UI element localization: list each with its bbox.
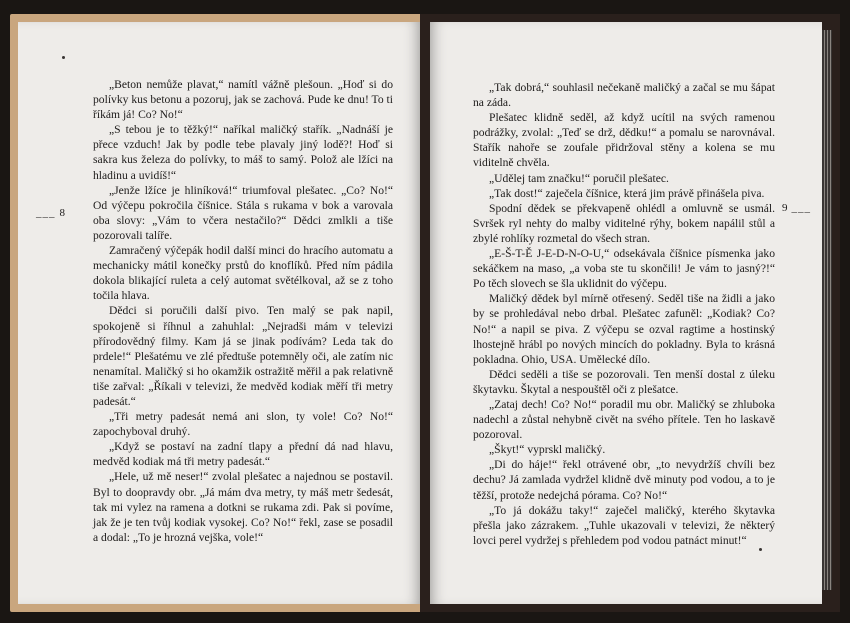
paragraph: Zamračený výčepák hodil další minci do hracího automatu a mechanicky mátil konečky prstů do knoflíků. Před ním pádila dokola blikající ruleta a celý automat světélkoval, až se z toho točila hlava. (93, 244, 393, 303)
paragraph: „Beton nemůže plavat,“ namítl vážně plešoun. „Hoď si do polívky kus betonu a pozoruj, jak se zachová. Pude ke dnu! To ti říkám já! Co? No!“ (93, 78, 393, 122)
paragraph: „Tři metry padesát nemá ani slon, ty vole! Co? No!“ zapochyboval druhý. (93, 410, 393, 439)
page-edges (822, 30, 832, 590)
paragraph: „Di do háje!“ řekl otrávené obr, „to nevydržíš chvíli bez dechu? Já zamlada vydržel klidně dvě minuty pod vodou, a to je těžší, protože nedejchá pórama. Co? No!“ (473, 458, 775, 502)
paragraph: „Škyt!“ vyprskl maličký. (489, 443, 606, 457)
left-page-text (93, 77, 393, 545)
paragraph: „Tak dobrá,“ souhlasil nečekaně maličký a začal se mu šápat na záda. (473, 81, 775, 110)
paragraph: „Zataj dech! Co? No!“ poradil mu obr. Maličký se zhluboka nadechl a zůstal nehybně civět na svého přítele. Ten ho laskavě pozoroval. (473, 397, 775, 442)
paragraph: „Když se postaví na zadní tlapy a přední dá nad hlavu, medvěd kodiak má tři metry padesát.“ (93, 440, 393, 469)
speck (759, 548, 762, 551)
speck (62, 56, 65, 59)
paragraph: Dědci seděli a tiše se pozorovali. Ten menší dostal z úleku škytavku. Škytal a nespouštěl oči z plešatce. (473, 367, 775, 396)
paragraph: Spodní dědek se překvapeně ohlédl a omluvně se usmál. Svršek ryl nehty do malby viditelné rýhy, bokem napálil stůl a zbylé rohlíky rozmetal do všech stran. (473, 201, 775, 245)
right-page-number-value: 9 (782, 202, 788, 214)
paragraph: „Udělej tam značku!“ poručil plešatec. (489, 171, 669, 185)
left-page-number: ___ 8 (36, 207, 65, 219)
right-page-text (473, 80, 775, 548)
paragraph: „S tebou je to těžký!“ naříkal maličký stařík. „Nadnáší je přece vzduch! Jak by podle tebe plavaly jiný lodě?! Hoď si sakra kus železa do polívky, to máš to samý. Polož ale lžíci na hladinu a uvidíš!“ (93, 123, 393, 182)
paragraph: „Tak dost!“ zaječela číšnice, která jim právě přinášela piva. (489, 186, 765, 200)
paragraph: „E-Š-T-Ě J-E-D-N-O-U,“ odsekávala číšnice písmenka jako sekáčkem na maso, „a voba ste tu skončili! Je vám to jasný?!“ Po těch slovech se šla uklidnit do výčepu. (473, 247, 775, 291)
paragraph: „Jenže lžíce je hliníková!“ triumfoval plešatec. „Co? No!“ Od výčepu pokročila číšnice. Stála s rukama v bok a varovala oba slovy: „Vám to včera nestačilo?“ Dědci zmlkli a tiše pozorovali talíře. (93, 183, 393, 242)
paragraph: „To já dokážu taky!“ zaječel maličký, kterého škytavka přešla jako zázrakem. „Tuhle ukazovali v televizi, že některý lovci perel vydržej s přehledem pod vodou patnáct minut!“ (473, 503, 775, 547)
paragraph: Dědci si poručili další pivo. Ten malý se pak napil, spokojeně si říhnul a zahuhlal: „Nejradši mám v televizi přírodovědný filmy. Kam já se jinak podívám? Leda tak do prdele!“ Plešatému ve zlé předtuše potemněly oči, ale zatím nic nenamítal. Maličký si ho okamžik ostražitě měřil a pak relativně tiše zařval: „Říkali v televizi, že medvěd kodiak měří tři metry padesát.“ (93, 304, 393, 408)
paragraph: Maličký dědek byl mírně otřesený. Seděl tiše na židli a jako by se prohledával nebo drbal. Plešatec zafuněl: „Kodiak? Co? No!“ a napil se piva. Z výčepu se ozval ragtime a hostinský lhostejně hrábl po nových mincích do pokladny. Byla to krásná pokladna. Ohio, USA. Umělecké dílo. (473, 292, 775, 366)
paragraph: „Hele, už mě neser!“ zvolal plešatec a najednou se postavil. Byl to doopravdy obr. „Já mám dva metry, ty máš metr šedesát, tak mi vylez na ramena a dotkni se rukama zdi. Pak si povíme, jak že je ten tvůj kodiak vysokej. Co? No!“ řekl, zase se posadil a dodal: „To je hrozná vejška, vole!“ (93, 470, 393, 544)
right-page-number: 9 ___ (782, 202, 811, 214)
paragraph: Plešatec klidně seděl, až když ucítil na svých ramenou podrážky, zvolal: „Teď se drž, dědku!“ a pomalu se narovnával. Stařík nahoře se zoufale přidržoval stěny a kolena se mu viditelně chvěla. (473, 111, 775, 170)
left-page-number-value: 8 (59, 207, 65, 219)
